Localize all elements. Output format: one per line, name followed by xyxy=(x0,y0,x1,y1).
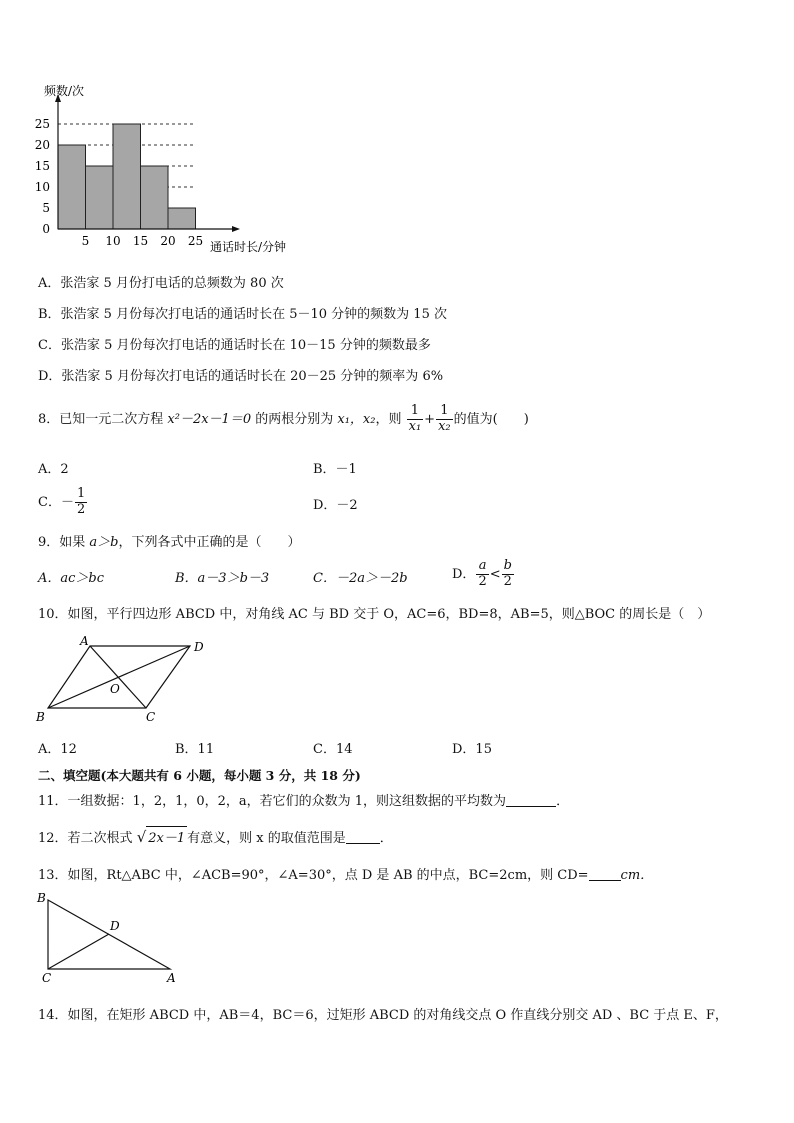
q9-option-b: B．a－3＞b－3 xyxy=(175,571,270,586)
x-axis-arrow xyxy=(232,226,240,232)
label-d: D xyxy=(110,919,120,933)
q12-answer-blank xyxy=(346,843,380,844)
q9-option-d: D． $\frac{a}{2}$ < $\frac{b}{2}$ xyxy=(452,558,512,589)
q7-option-d: D．张浩家 5 月份每次打电话的通话时长在 20－25 分钟的频率为 6% xyxy=(38,369,444,384)
q8-fraction-2: $\frac{1}{\text{x₂}}$ xyxy=(438,403,451,434)
q9-option-c: C．－2a＞－2b xyxy=(313,571,408,586)
q10-option-b: B．11 xyxy=(175,742,215,757)
label-a: A xyxy=(80,634,89,648)
q10-option-a: A．12 xyxy=(38,742,77,757)
label-c: C xyxy=(146,710,156,724)
q8-equation: x²－2x－1＝0 xyxy=(167,412,252,427)
q14-stem: 14．如图，在矩形 ABCD 中，AB＝4，BC＝6，过矩形 ABCD 的对角线交点 O 作直线分别交 AD 、BC 于点 E、F， xyxy=(38,1008,728,1023)
x-tick-label: 15 xyxy=(132,234,149,248)
label-a: A xyxy=(167,971,176,985)
q8-option-c: C．－ $\frac{1}{2}$ xyxy=(38,486,86,517)
q9-stem: 9．如果 a＞b，下列各式中正确的是（ ） xyxy=(38,535,301,550)
q12-radicand: 2x－1 xyxy=(146,826,187,846)
q13-stem: 13．如图，Rt△ABC 中，∠ACB=90°，∠A=30°，点 D 是 AB 的中点，BC=2cm，则 CD= cm． xyxy=(38,868,654,883)
q10-option-c: C．14 xyxy=(313,742,353,757)
y-tick-label: 25 xyxy=(34,117,50,131)
y-tick-label: 15 xyxy=(34,159,50,173)
q10-stem: 10．如图，平行四边形 ABCD 中，对角线 AC 与 BD 交于 O，AC=6，BD=8，AB=5，则△BOC 的周长是（ ） xyxy=(38,607,711,622)
x-tick-label: 10 xyxy=(105,234,121,248)
q7-option-b: B．张浩家 5 月份每次打电话的通话时长在 5－10 分钟的频数为 15 次 xyxy=(38,307,447,322)
x-tick-label: 20 xyxy=(160,234,176,248)
x-axis-label: 通话时长/分钟 xyxy=(210,240,287,254)
label-b: B xyxy=(36,710,45,724)
y-tick-label: 20 xyxy=(34,138,50,152)
y-tick-label: 0 xyxy=(42,222,50,236)
q8-stem: 8．已知一元二次方程 x²－2x－1＝0 的两根分别为 x₁，x₂，则 $\frac{1}{\text{x₁}}$ + $\frac{1}{\text{x₂}}$ 的值为( ) xyxy=(38,403,529,434)
bar xyxy=(141,166,169,229)
q9-option-a: A．ac＞bc xyxy=(38,571,105,586)
q11-stem: 11．一组数据：1，2，1，0，2，a，若它们的众数为 1，则这组数据的平均数为 ． xyxy=(38,794,570,809)
q8-option-d: D．－2 xyxy=(313,498,358,513)
bar xyxy=(168,208,196,229)
triangle-figure xyxy=(34,890,184,986)
y-tick-label: 5 xyxy=(42,201,50,215)
q10-option-d: D．15 xyxy=(452,742,492,757)
q7-option-a: A．张浩家 5 月份打电话的总频数为 80 次 xyxy=(38,276,284,291)
x-tick-label: 5 xyxy=(81,234,90,248)
q8-fraction-1: $\frac{1}{\text{x₁}}$ xyxy=(408,403,422,434)
label-b: B xyxy=(37,891,46,905)
q13-answer-blank xyxy=(589,880,621,881)
label-c: C xyxy=(42,971,52,985)
q11-answer-blank xyxy=(506,806,556,807)
bar xyxy=(113,124,141,229)
q7-option-c: C．张浩家 5 月份每次打电话的通话时长在 10－15 分钟的频数最多 xyxy=(38,338,431,353)
q8-roots: x₁，x₂ xyxy=(337,412,376,427)
section-heading: 二、填空题(本大题共有 6 小题，每小题 3 分，共 18 分) xyxy=(38,768,361,783)
q8-option-a: A．2 xyxy=(38,462,69,477)
q12-stem: 12．若二次根式 √ 2x－1 有意义，则 x 的取值范围是 ． xyxy=(38,828,393,846)
label-o: O xyxy=(110,682,120,696)
bar xyxy=(86,166,114,229)
label-d: D xyxy=(194,640,204,654)
parallelogram-figure xyxy=(34,632,214,727)
bar xyxy=(58,145,86,229)
q8-option-b: B．－1 xyxy=(313,462,357,477)
y-axis-label: 频数/次 xyxy=(44,84,85,98)
histogram-chart xyxy=(30,78,310,258)
x-tick-label: 25 xyxy=(187,234,204,248)
y-tick-label: 10 xyxy=(34,180,50,194)
